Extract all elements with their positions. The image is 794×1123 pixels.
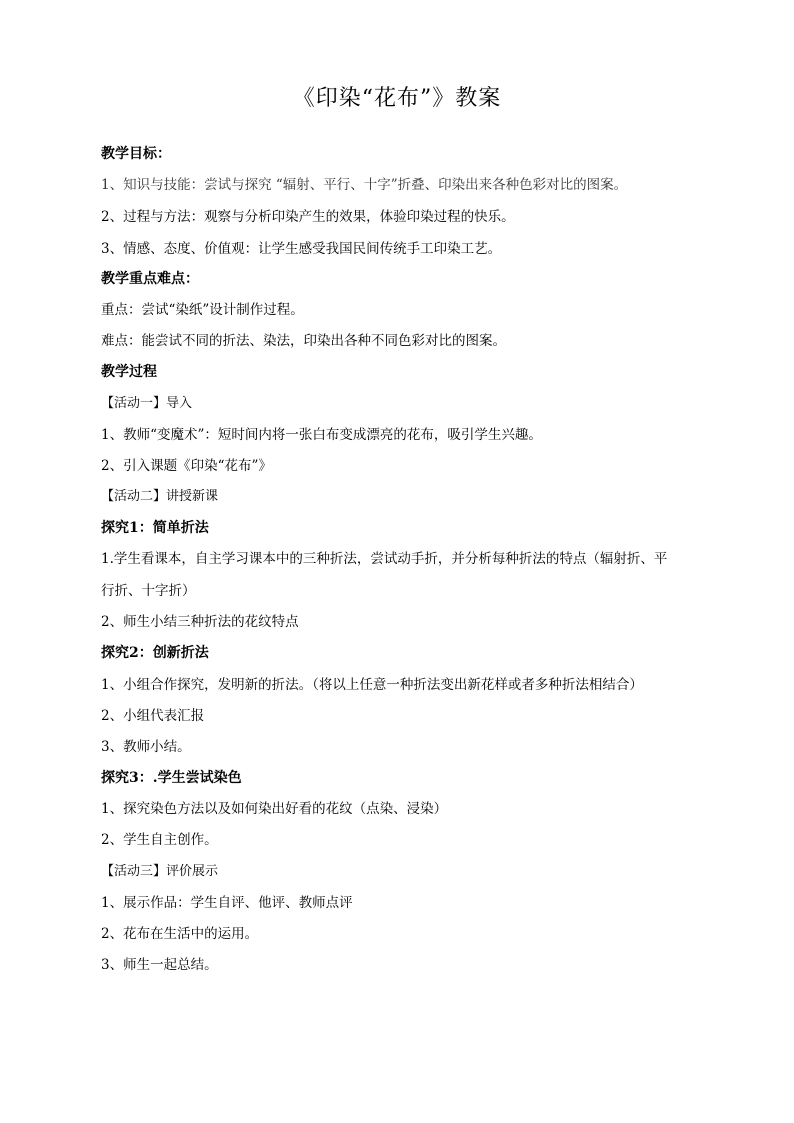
process-heading: 教学过程: [101, 364, 157, 380]
explore2-item: 2、小组代表汇报: [101, 708, 205, 724]
activity3-label: 【活动三】评价展示: [101, 864, 219, 879]
page-title: 《印染“花布”》教案: [292, 86, 502, 111]
explore3-item: 2、学生自主创作。: [101, 832, 218, 848]
key-point-item: 重点：尝试“染纸”设计制作过程。: [101, 302, 304, 318]
explore1-item: 2、师生小结三种折法的花纹特点: [101, 614, 299, 630]
objective-item: 1、知识与技能：尝试与探究 “辐射、平行、十字”折叠、印染出来各种色彩对比的图案。: [101, 177, 628, 193]
activity1-item: 1、教师“变魔术”：短时间内将一张白布变成漂亮的花布，吸引学生兴趣。: [101, 427, 542, 443]
explore2-item: 1、小组合作探究，发明新的折法。（将以上任意一种折法变出新花样或者多种折法相结合）: [101, 677, 643, 693]
activity1-item: 2、引入课题《印染“花布”》: [101, 458, 272, 474]
explore1-heading: 探究1：简单折法: [101, 520, 209, 536]
explore3-heading: 探究3：.学生尝试染色: [101, 770, 242, 786]
explore1-item: 1.学生看课本，自主学习课本中的三种折法，尝试动手折，并分析每种折法的特点（辐射折、平: [101, 551, 668, 567]
activity3-item: 2、花布在生活中的运用。: [101, 926, 259, 942]
key-points-heading: 教学重点难点：: [101, 271, 199, 287]
key-point-item: 难点：能尝试不同的折法、染法，印染出各种不同色彩对比的图案。: [101, 333, 506, 349]
explore1-item: 行折、十字折）: [101, 583, 196, 599]
objectives-heading: 教学目标：: [101, 146, 171, 162]
explore2-heading: 探究2：创新折法: [101, 645, 209, 661]
activity1-label: 【活动一】导入: [101, 396, 193, 411]
explore2-item: 3、教师小结。: [101, 739, 191, 755]
explore3-item: 1、探究染色方法以及如何染出好看的花纹（点染、浸染）: [101, 801, 448, 817]
activity2-label: 【活动二】讲授新课: [101, 489, 219, 504]
activity3-item: 1、展示作品：学生自评、他评、教师点评: [101, 895, 353, 911]
objective-item: 3、情感、态度、价值观：让学生感受我国民间传统手工印染工艺。: [101, 241, 502, 257]
objective-item: 2、过程与方法：观察与分析印染产生的效果，体验印染过程的快乐。: [101, 209, 515, 225]
activity3-item: 3、师生一起总结。: [101, 957, 218, 973]
